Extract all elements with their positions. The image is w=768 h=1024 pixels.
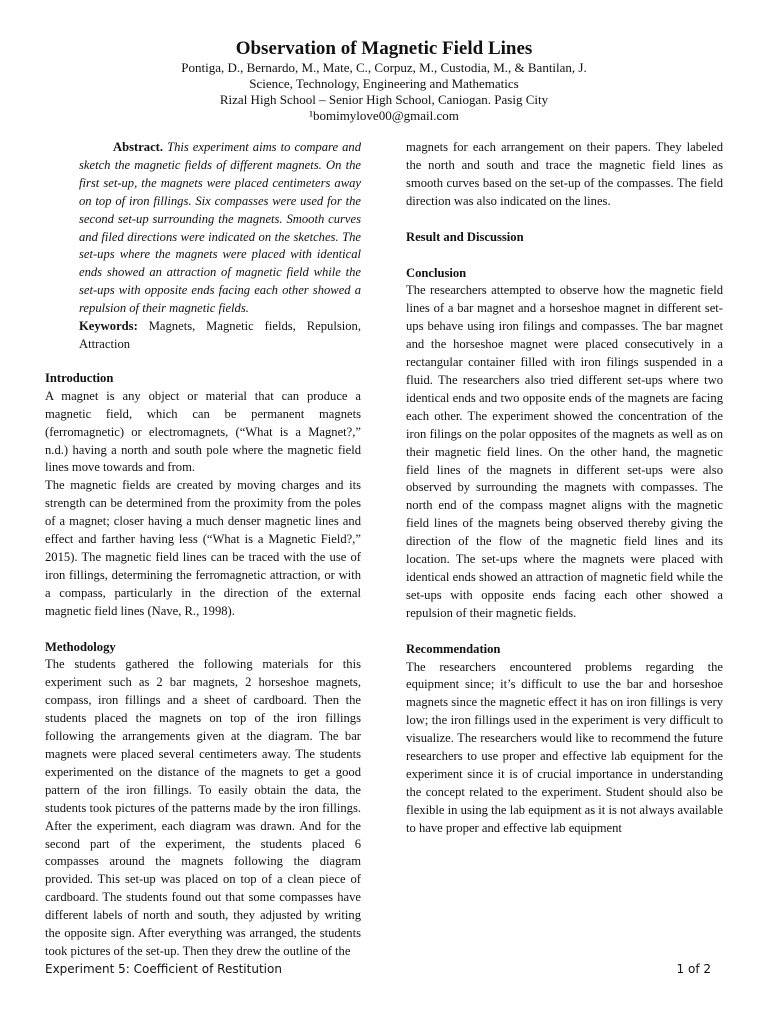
- footer-left: Experiment 5: Coefficient of Restitution: [45, 962, 282, 976]
- paper-title: Observation of Magnetic Field Lines: [235, 38, 533, 59]
- introduction-heading: Introduction: [45, 370, 114, 385]
- right-column: [406, 139, 723, 838]
- abstract: [45, 139, 361, 318]
- keywords: [45, 318, 361, 354]
- abstract-label: Abstract.: [113, 140, 164, 154]
- keywords-text: Magnets, Magnetic fields, Repulsion, Attraction: [79, 319, 361, 351]
- introduction-paragraph-1: A magnet is any object or material that can produce a magnetic field, which can be permanent magnets (ferromagnetic) or electromagnets, (“What is a Magnet?,” n.d.) having a north and south pole where the magnetic field lines move towards and from.: [45, 388, 361, 475]
- school: Rizal High School – Senior High School, Caniogan. Pasig City: [219, 92, 549, 107]
- authors: Pontiga, D., Bernardo, M., Mate, C., Corpuz, M., Custodia, M., & Bantilan, J.: [181, 60, 587, 75]
- paper-header: [0, 38, 768, 124]
- keywords-label: Keywords:: [79, 319, 138, 334]
- methodology-paragraph: The students gathered the following materials for this experiment such as 2 bar magnets, 2 horseshoe magnets, compass, iron fillings and a sheet of cardboard. Then the students placed the magnets on top of the iron fillings following the arrangements given at the diagram. The bar magnets were placed several centimeters away. The students experimented on the distance of the magnets to get a good pattern of the iron fillings. To easily obtain the data, the students took pictures of the patterns made by the iron fillings. After the experiment, each diagram was drawn. And for the second part of the experiment, the students placed 6 compasses around the magnets following the diagram provided. This set-up was placed on top of a clean piece of cardboard. The students found out that some compasses have different labels of north and south, they adjusted by writing the opposite sign. After everything was arranged, the students took pictures of the set-up. Then they drew the outline of the: [45, 657, 361, 958]
- left-column: [45, 139, 361, 961]
- abstract-text: This experiment aims to compare and sketch the magnetic fields of different magnets. On the first set-up, the magnets were placed centimeters away on top of iron fillings. Six compasses were used for the second set-up surrounding the magnets. Smooth curves and filed directions were indicated on the sketches. The set-ups where the magnets were placed with identical ends showed an attraction of magnetic field while the set-ups with opposite ends facing each other showed a repulsion of their magnetic fields.: [79, 140, 361, 316]
- email: ¹bomimylove00@gmail.com: [309, 108, 459, 123]
- page-number: 1 of 2: [676, 962, 711, 976]
- methodology-continued: magnets for each arrangement on their papers. They labeled the north and south and trace the magnetic field lines as smooth curves based on the set-up of the compasses. The field direction was also indicated on the lines.: [406, 140, 723, 208]
- recommendation-paragraph: The researchers encountered problems regarding the equipment since; it’s difficult to use the bar and horseshoe magnets since the magnetic effect it has on iron fillings is very low; the iron fillings used in the experiment is very difficult to visualize. The researchers would like to recommend the future researchers to use proper and effective lab equipment for the experiment since it is of crucial importance in understanding the concept related to the experiment. Student should also be flexible in using the lab equipment as it is not always available to have proper and effective lab equipment: [406, 659, 723, 835]
- results-heading: Result and Discussion: [406, 229, 524, 244]
- strand: Science, Technology, Engineering and Mathematics: [249, 76, 519, 91]
- conclusion-heading: Conclusion: [406, 265, 467, 280]
- introduction-paragraph-2: The magnetic fields are created by moving charges and its strength can be determined from the proximity from the poles of a magnet; closer having a much denser magnetic lines and effect and farther having less (“What is a Magnetic Field?,” 2015). The magnetic field lines can be traced with the use of iron fillings, determining the ferromagnetic attraction, or with a compass, particularly in the direction of the external magnetic field lines (Nave, R., 1998).: [45, 478, 361, 618]
- conclusion-paragraph: The researchers attempted to observe how the magnetic field lines of a bar magnet and a horseshoe magnet in different set-ups behave using iron filings and compasses. The bar magnet and the horseshoe magnet were placed consecutively in a rectangular container filled with iron filings suspended in a fluid. The researchers also tried different set-ups where two identical ends and two opposite ends of the magnets are facing each other. The experiment showed the concentration of the iron filings on the polar opposites of the magnets as well as on their magnetic field lines. On the other hand, the magnetic field lines of the magnets in different set-ups were also observed by surrounding the magnets with compasses. The north end of the compass magnet aligns with the magnetic field lines of the magnets being observed thereby giving the direction of the flow of the magnetic field lines and its location. The set-ups where the magnets were placed with identical ends showed an attraction of magnetic field while the set-ups with opposite ends facing each other showed a repulsion of their magnetic fields.: [406, 283, 723, 620]
- methodology-heading: Methodology: [45, 639, 116, 654]
- recommendation-heading: Recommendation: [406, 641, 501, 656]
